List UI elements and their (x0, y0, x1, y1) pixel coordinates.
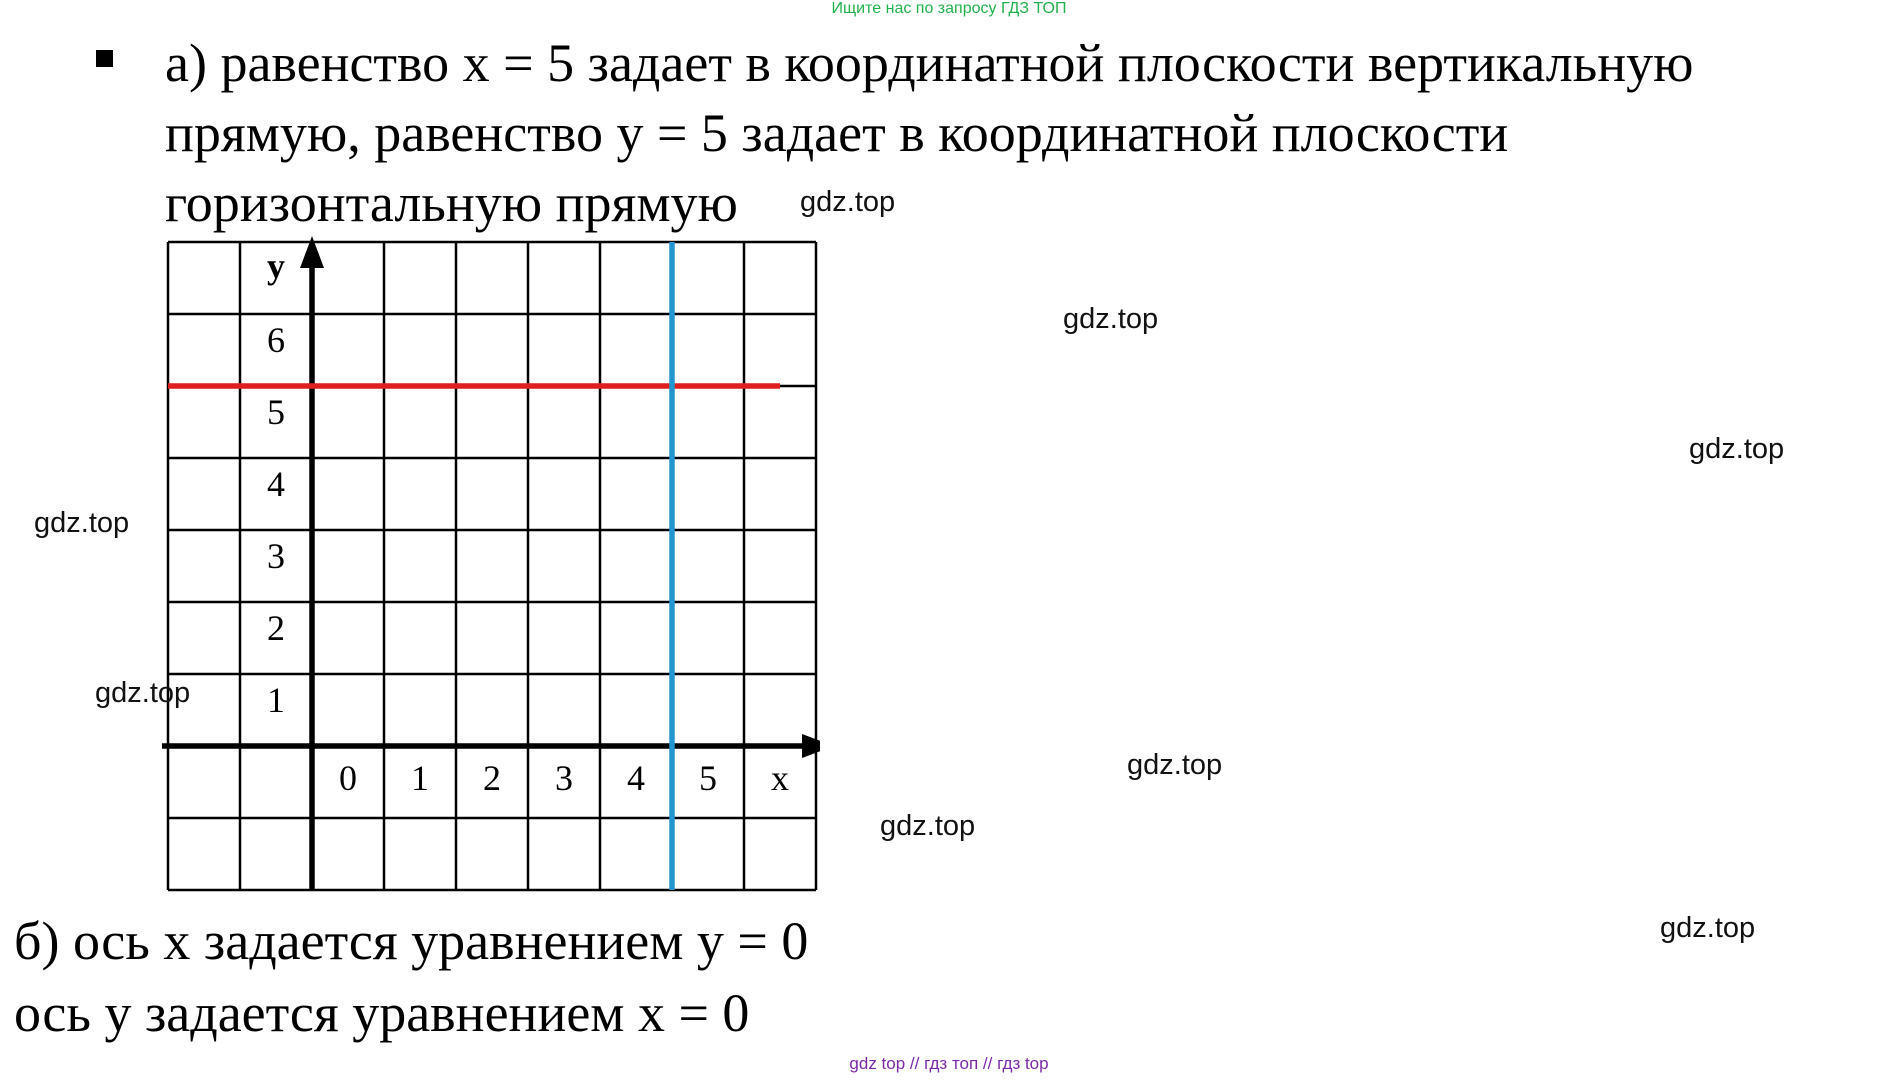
watermark: gdz.top (1127, 749, 1223, 781)
y-tick-label: 5 (267, 392, 285, 432)
watermark: gdz.top (1660, 912, 1756, 944)
part-a-line: а) равенство x = 5 задает в координатной плоскости вертикальную (165, 33, 1694, 93)
x-axis-arrow (802, 734, 820, 758)
x-tick-label: 0 (339, 758, 357, 798)
bullet-marker (96, 50, 113, 67)
part-a-text (165, 28, 1885, 238)
y-tick-label: 3 (267, 536, 285, 576)
x-tick-label: 5 (699, 758, 717, 798)
watermark: gdz.top (95, 677, 191, 709)
watermark: gdz.top (1063, 303, 1159, 335)
x-tick-label: 1 (411, 758, 429, 798)
y-tick-label: 4 (267, 464, 285, 504)
y-axis-label: y (267, 246, 285, 286)
part-b-text (14, 905, 808, 1049)
x-tick-label: 4 (627, 758, 645, 798)
part-b-line: ось y задается уравнением x = 0 (14, 983, 750, 1043)
x-tick-label: 3 (555, 758, 573, 798)
x-tick-label: 2 (483, 758, 501, 798)
part-a-line: прямую, равенство y = 5 задает в координатной плоскости (165, 103, 1509, 163)
top-banner[interactable]: Ищите нас по запросу ГДЗ ТОП (831, 0, 1067, 17)
watermark: gdz.top (1689, 433, 1785, 465)
y-tick-label: 1 (267, 680, 285, 720)
y-tick-label: 2 (267, 608, 285, 648)
watermark: gdz.top (880, 810, 976, 842)
part-a-line: горизонтальную прямую (165, 173, 738, 233)
part-b-line: б) ось x задается уравнением y = 0 (14, 911, 809, 971)
y-tick-label: 6 (267, 320, 285, 360)
x-axis-label: x (771, 758, 789, 798)
watermark: gdz.top (800, 186, 896, 218)
footer-links[interactable]: gdz top // гдз топ // гдз top (849, 1054, 1049, 1073)
watermark: gdz.top (34, 507, 130, 539)
coordinate-grid-chart (160, 236, 820, 916)
